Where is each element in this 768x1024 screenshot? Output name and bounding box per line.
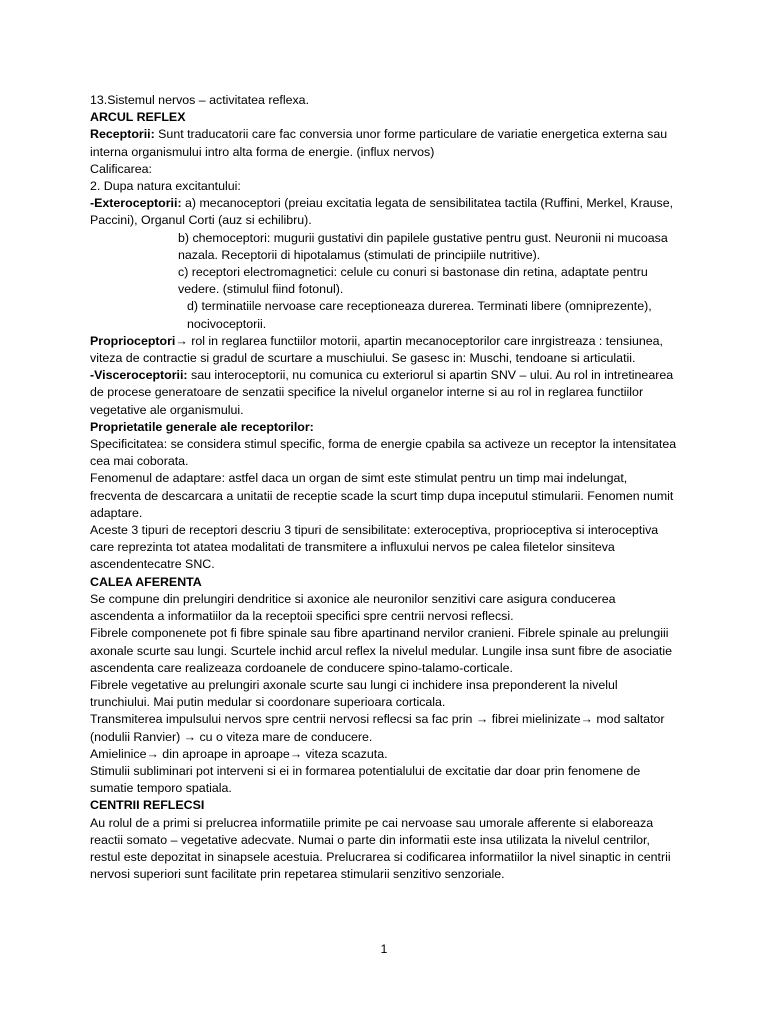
paragraph: Aceste 3 tipuri de receptori descriu 3 tipuri de sensibilitate: exteroceptiva, proprioceptiva si interoceptiva care reprezinta tot atatea modalitati de transmitere a influxului nervos pe calea filetelor sinsiteva ascendentecatre SNC.: [90, 523, 659, 572]
paragraph: Au rolul de a primi si prelucrea informatiile primite pe cai nervoase sau umorale afferente si elaboreaza reactii somato – vegetative adecvate. Numai o parte din informatii este insa utilizata la nivelul centrilor, restul este depozitat in sinapsele acestuia. Prelucrarea si codificarea informatiilor la nivel sinaptic in centrii nervosi superiori sunt facilitate prin repetarea stimularii senzitivo senzoriale.: [90, 815, 671, 882]
paragraph: Receptorii: Sunt traducatorii care fac conversia unor forme particulare de variatie energetica externa sau interna organismului intro alta forma de energie. (influx nervos): [90, 127, 668, 159]
paragraph: Transmiterea impulsului nervos spre centrii nervosi reflecsi sa fac prin → fibrei mielinizate→ mod saltator (nodulii Ranvier) → cu o viteza mare de conducere.: [90, 712, 665, 744]
paragraph: 2. Dupa natura excitantului:: [90, 179, 241, 194]
section-heading: CALEA AFERENTA: [90, 574, 202, 589]
paragraph: Specificitatea: se considera stimul specific, forma de energie cpabila sa activeze un receptor la intensitatea cea mai coborata.: [90, 437, 677, 469]
page-number: 1: [380, 942, 388, 956]
paragraph: Fibrele componenete pot fi fibre spinale sau fibre apartinand nervilor cranieni. Fibrele spinale au prelungiii axonale scurte sau lungi. Scurtele inchid arcul reflex la nivelul medular. Lungile insa sunt fibre de asociatie ascendenta care realizeaza cordoanele de conducere spino-talamo-corticale.: [90, 626, 673, 675]
chapter-title: 13.Sistemul nervos – activitatea reflexa.: [90, 93, 310, 107]
section-heading: CENTRII REFLECSI: [90, 798, 205, 813]
paragraph: Stimulii subliminari pot interveni si ei in formarea potentialului de excitatie dar doar prin fenomene de sumatie temporo spatiala.: [90, 763, 641, 796]
paragraph: -Visceroceptorii: sau interoceptorii, nu comunica cu exteriorul si apartin SNV – ului. Au rol in intretinearea de procese generatoare de senzatii specifice la nivelul organelor interne si au rol in reglarea functiilor vegetative ale organismului.: [90, 368, 674, 417]
paragraph: b) chemoceptori: mugurii gustativi din papilele gustative pentru gust. Neuronii ni mucoasa nazala. Receptorii di hipotalamus (stimulati de principiile nutritive).: [178, 230, 668, 262]
section-heading: Proprietatile generale ale receptorilor:: [90, 419, 314, 434]
document-page: [90, 92, 680, 883]
arrow-right-icon: →: [175, 333, 188, 348]
paragraph: d) terminatiile nervoase care receptioneaza durerea. Terminati libere (omniprezente), nocivoceptorii.: [187, 299, 652, 331]
paragraph: c) receptori electromagnetici: celule cu conuri si bastonase din retina, adaptate pentru vedere. (stimulul fiind fotonul).: [178, 265, 648, 297]
section-heading: ARCUL REFLEX: [90, 110, 186, 125]
paragraph: Se compune din prelungiri dendritice si axonice ale neuronilor senzitivi care asigura conducerea ascendenta a informatiilor da la receptoii specifici spre centrii nervosi reflecsi.: [90, 591, 616, 624]
paragraph: Amielinice→ din aproape in aproape→ viteza scazuta.: [90, 746, 388, 761]
paragraph: Calificarea:: [90, 161, 152, 176]
paragraph: -Exteroceptorii: a) mecanoceptori (preiau excitatia legata de sensibilitatea tactila (Ruffini, Merkel, Krause, Paccini), Organul Corti (auz si echilibru).: [90, 196, 674, 228]
paragraph: Fenomenul de adaptare: astfel daca un organ de simt este stimulat pentru un timp mai indelungat, frecventa de descarcara a unitatii de receptie scade la scurt timp dupa inceputul stimularii. Fenomen numit adaptare.: [90, 471, 674, 520]
paragraph: Proprioceptori→ rol in reglarea functiilor motorii, apartin mecanoceptorilor care inrgistreaza : tensiunea, viteza de contractie si gradul de scurtare a muschiului. Se gasesc in: Muschi, tendoane si articulatii.: [90, 333, 663, 366]
paragraph: Fibrele vegetative au prelungiri axonale scurte sau lungi ci inchidere insa preponderent la nivelul trunchiului. Mai putin medular si coordonare superioara corticala.: [90, 677, 618, 710]
